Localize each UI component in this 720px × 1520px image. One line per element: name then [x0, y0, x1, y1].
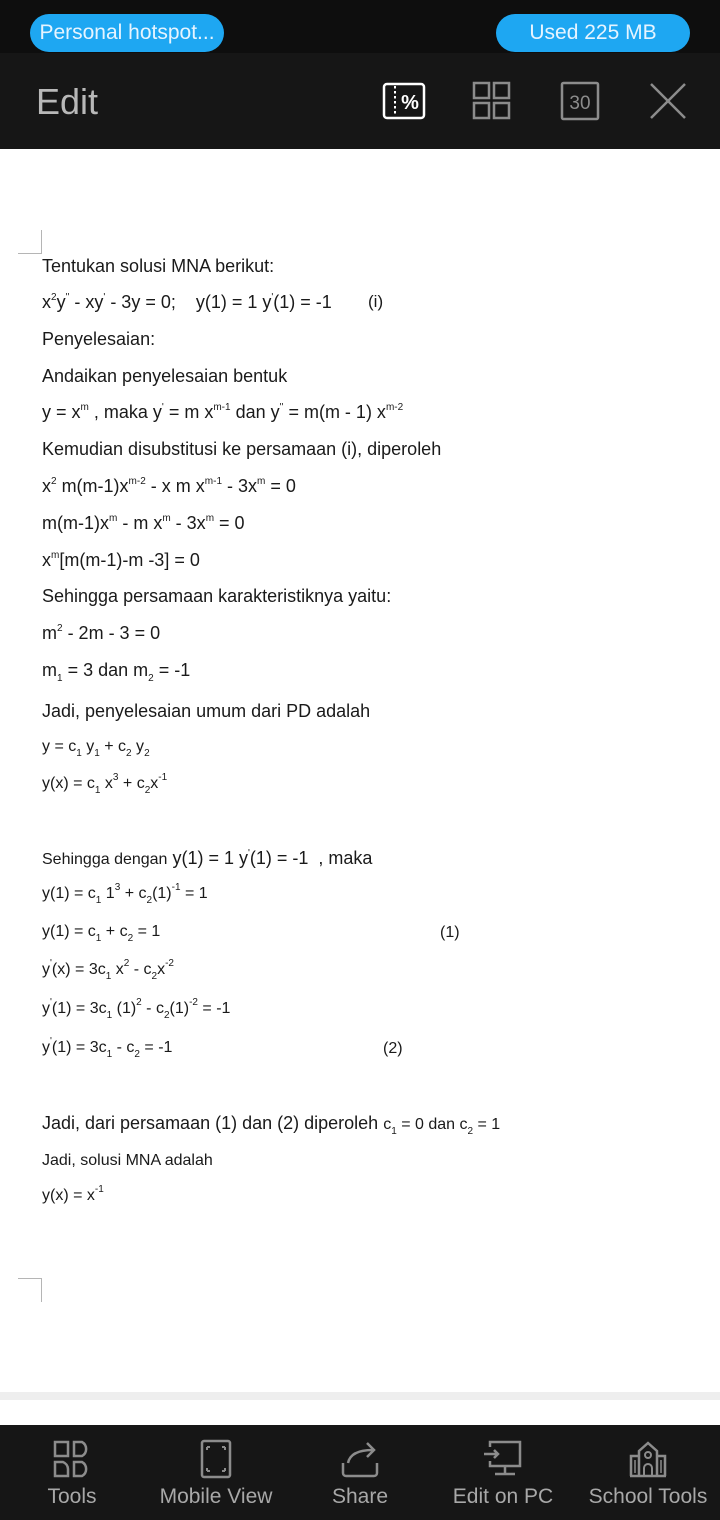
doc-equation: $y(x) = x^{-1}$ — [42, 1184, 104, 1204]
nav-label: Edit on PC — [452, 1485, 554, 1508]
equation-number: (1) — [440, 924, 460, 941]
nav-label: Tools — [47, 1485, 97, 1508]
doc-line: Sehingga persamaan karakteristiknya yaitu: — [42, 586, 392, 606]
nav-label: School Tools — [588, 1485, 708, 1508]
svg-text:%: % — [401, 92, 419, 114]
page-margin-corner-top — [18, 230, 42, 254]
doc-equation: $x^2$ $m(m-1)x^{m-2}$ - x m $x^{m-1} - 3x^m = 0$ — [42, 476, 296, 496]
doc-equation: $y(1) = c_1$ $1^3 + c_2(1)^{-1} = 1$ — [42, 882, 208, 906]
status-bar — [0, 0, 720, 53]
doc-line: Jadi, solusi MNA adalah — [42, 1152, 213, 1169]
tools-icon — [52, 1439, 92, 1479]
mobile-view-icon — [199, 1439, 233, 1479]
doc-line: Kemudian disubstitusi ke persamaan (i), diperoleh — [42, 439, 442, 459]
doc-equation: $x^2y'' - xy' - 3y = 0$; y(1) = 1 y'(1) = -1 — [42, 292, 332, 312]
data-usage-pill[interactable]: Used 225 MB — [496, 14, 690, 52]
toolbar-title: Edit — [36, 81, 99, 122]
hotspot-pill[interactable]: Personal hotspot... — [30, 14, 224, 52]
doc-equation: $y(1) = c_1 + c_2 = 1$ — [42, 923, 161, 944]
doc-equation: $m(m-1)x^m$ - m $x^m - 3x^m = 0$ — [42, 513, 245, 533]
next-page-top — [0, 1400, 720, 1425]
doc-equation: $m_1 = 3$ dan $m_2 = -1$ — [42, 660, 191, 684]
coupon-percent-button[interactable] — [380, 77, 428, 125]
doc-line: Penyelesaian: — [42, 329, 156, 349]
doc-equation: $y'(1) = 3c_1 - c_2 = -1$ — [42, 1036, 173, 1060]
close-icon — [648, 81, 688, 121]
nav-mobile-view[interactable] — [146, 1425, 286, 1520]
nav-school-tools[interactable] — [582, 1425, 714, 1520]
doc-equation: $x^m[m(m-1)-m$ -3] = 0 — [42, 550, 200, 570]
doc-equation: $y = c_1$ $y_1 + c_2$ $y_2$ — [42, 738, 150, 759]
doc-line: Jadi, penyelesaian umum dari PD adalah — [42, 701, 371, 721]
calendar-30-icon — [560, 81, 600, 121]
doc-line: Tentukan solusi MNA berikut: — [42, 256, 275, 276]
bottom-nav — [0, 1425, 720, 1520]
nav-label: Mobile View — [159, 1485, 273, 1508]
equation-number: (i) — [368, 292, 384, 311]
equation-number: (2) — [383, 1040, 403, 1057]
share-icon — [340, 1439, 380, 1479]
doc-line: Andaikan penyelesaian bentuk — [42, 366, 288, 386]
doc-equation: $y'(x) = 3c_1$ $x^2 - c_2x^{-2}$ — [42, 958, 174, 982]
nav-tools[interactable] — [22, 1425, 122, 1520]
doc-equation: $y'(1) = 3c_1$ $(1)^2 - c_2(1)^{-2} = -1$ — [42, 997, 231, 1021]
nav-share[interactable] — [310, 1425, 410, 1520]
doc-equation: $y = x^m$ , maka y' = m $x^{m-1}$ dan y'' = m(m - 1) $x^{m-2}$ — [42, 402, 404, 422]
grid-button[interactable] — [468, 77, 516, 125]
calendar-button[interactable] — [556, 77, 604, 125]
doc-equation: Jadi, dari persamaan (1) dan (2) diperoleh $c_1 = 0$ dan $c_2 = 1$ — [42, 1113, 501, 1137]
close-button[interactable] — [644, 77, 692, 125]
page-margin-corner-bottom — [18, 1278, 42, 1302]
svg-text:30: 30 — [569, 93, 591, 114]
school-icon — [628, 1439, 668, 1479]
doc-equation: $y(x) = c_1$ $x^3 + c_2x^{-1}$ — [42, 772, 168, 796]
coupon-percent-icon — [382, 82, 426, 120]
top-toolbar — [0, 53, 720, 149]
nav-edit-on-pc[interactable] — [443, 1425, 563, 1520]
doc-equation: Sehingga dengan y(1) = 1 y'(1) = -1 , maka — [42, 848, 373, 868]
doc-equation: $m^2 - 2m - 3 = 0$ — [42, 623, 161, 643]
grid-icon — [472, 81, 512, 121]
nav-label: Share — [331, 1485, 389, 1508]
page-separator — [0, 1392, 720, 1400]
edit-on-pc-icon — [482, 1439, 524, 1479]
